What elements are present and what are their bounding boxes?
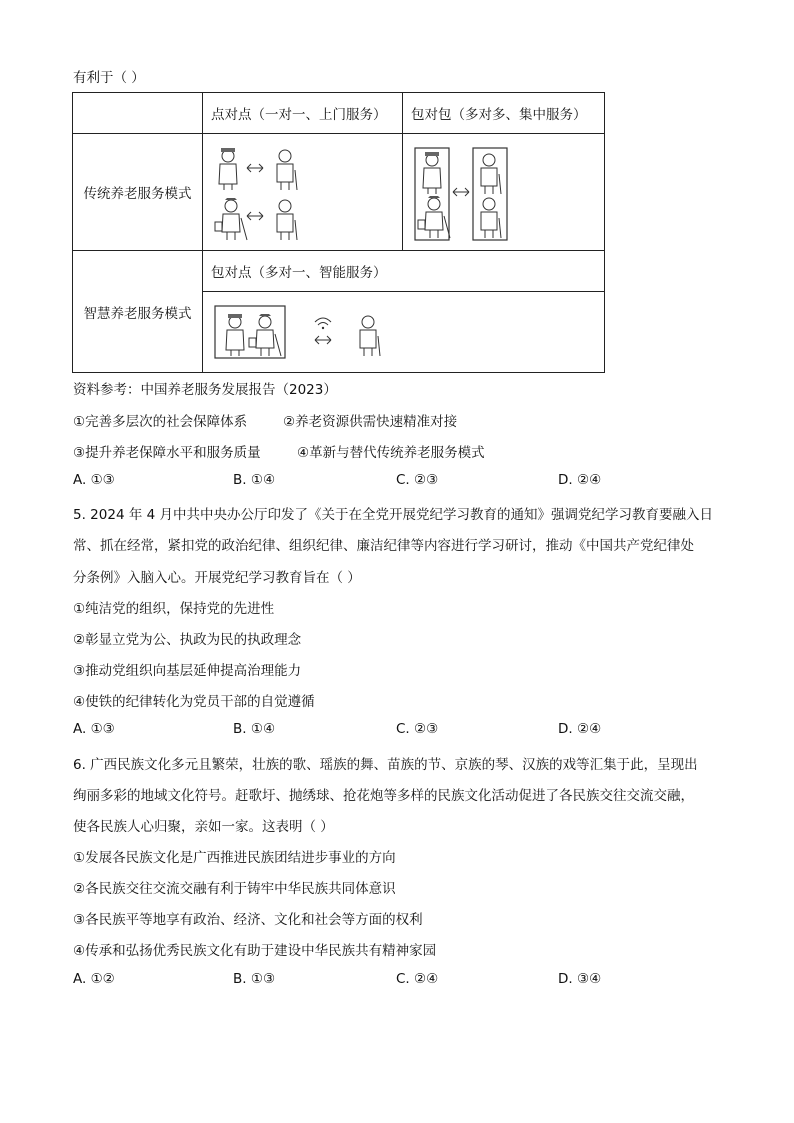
q4-statement-3: ③提升养老保障水平和服务质量: [73, 445, 261, 461]
q5-option-a[interactable]: A. ①③: [73, 721, 115, 737]
q5-option-c[interactable]: C. ②③: [396, 721, 439, 737]
figure-point-to-point: [203, 134, 403, 251]
q4-option-b[interactable]: B. ①④: [233, 472, 276, 488]
q6-statement-2: ②各民族交往交流交融有利于铸牢中华民族共同体意识: [73, 881, 396, 897]
figure-package-to-point: [203, 292, 605, 373]
q4-statement-1: ①完善多层次的社会保障体系: [73, 414, 248, 430]
q6-option-c[interactable]: C. ②④: [396, 971, 439, 987]
q4-option-d[interactable]: D. ②④: [558, 472, 602, 488]
q5-stem-line-3: 分条例》入脑入心。开展党纪学习教育旨在（ ）: [73, 570, 361, 586]
q5-stem-line-2: 常、抓在经常，紧扣党的政治纪律、组织纪律、廉洁纪律等内容进行学习研讨，推动《中国共产党纪律处: [73, 538, 694, 554]
q4-statement-4: ④革新与替代传统养老服务模式: [297, 445, 485, 461]
q6-stem-line-3: 使各民族人心归聚，亲如一家。这表明（ ）: [73, 819, 334, 835]
q6-statement-1: ①发展各民族文化是广西推进民族团结进步事业的方向: [73, 850, 396, 866]
q6-option-d[interactable]: D. ③④: [558, 971, 602, 987]
header-point-to-point: 点对点（一对一、上门服务）: [203, 93, 403, 134]
q5-statement-1: ①纯洁党的组织，保持党的先进性: [73, 601, 275, 617]
q4-source-note: 资料参考：中国养老服务发展报告（2023）: [73, 382, 337, 398]
q4-statement-2: ②养老资源供需快速精准对接: [283, 414, 458, 430]
q5-statement-2: ②彰显立党为公、执政为民的执政理念: [73, 632, 302, 648]
header-package-to-point: 包对点（多对一、智能服务）: [203, 251, 605, 292]
wifi-icon: [315, 318, 331, 329]
q5-option-b[interactable]: B. ①④: [233, 721, 276, 737]
q6-option-b[interactable]: B. ①③: [233, 971, 276, 987]
header-package-to-package: 包对包（多对多、集中服务）: [403, 93, 605, 134]
q6-option-a[interactable]: A. ①②: [73, 971, 115, 987]
q6-statement-3: ③各民族平等地享有政治、经济、文化和社会等方面的权利: [73, 912, 423, 928]
package-to-point-illustration: [203, 292, 605, 372]
q6-stem-line-1: 6. 广西民族文化多元且繁荣，壮族的歌、瑶族的舞、苗族的节、京族的琴、汉族的戏等汇集于此，呈现出: [73, 757, 698, 773]
q5-statement-4: ④使铁的纪律转化为党员干部的自觉遵循: [73, 694, 315, 710]
q6-statement-4: ④传承和弘扬优秀民族文化有助于建设中华民族共有精神家园: [73, 943, 437, 959]
q4-option-a[interactable]: A. ①③: [73, 472, 115, 488]
question-4-stem-tail: 有利于（ ）: [73, 70, 145, 86]
q5-stem-line-1: 5. 2024 年 4 月中共中央办公厅印发了《关于在全党开展党纪学习教育的通知》强调党纪学习教育要融入日: [73, 507, 713, 523]
q5-statement-3: ③推动党组织向基层延伸提高治理能力: [73, 663, 302, 679]
package-to-package-illustration: [403, 134, 605, 250]
q6-stem-line-2: 绚丽多彩的地域文化符号。赶歌圩、抛绣球、抢花炮等多样的民族文化活动促进了各民族交往交流交融，: [73, 788, 694, 804]
point-to-point-illustration: [203, 134, 403, 250]
q4-option-c[interactable]: C. ②③: [396, 472, 439, 488]
row-header-smart: 智慧养老服务模式: [73, 251, 203, 373]
q5-option-d[interactable]: D. ②④: [558, 721, 602, 737]
figure-package-to-package: [403, 134, 605, 251]
table-corner-cell: [73, 93, 203, 134]
elderly-care-service-table: [72, 92, 605, 373]
row-header-traditional: 传统养老服务模式: [73, 134, 203, 251]
